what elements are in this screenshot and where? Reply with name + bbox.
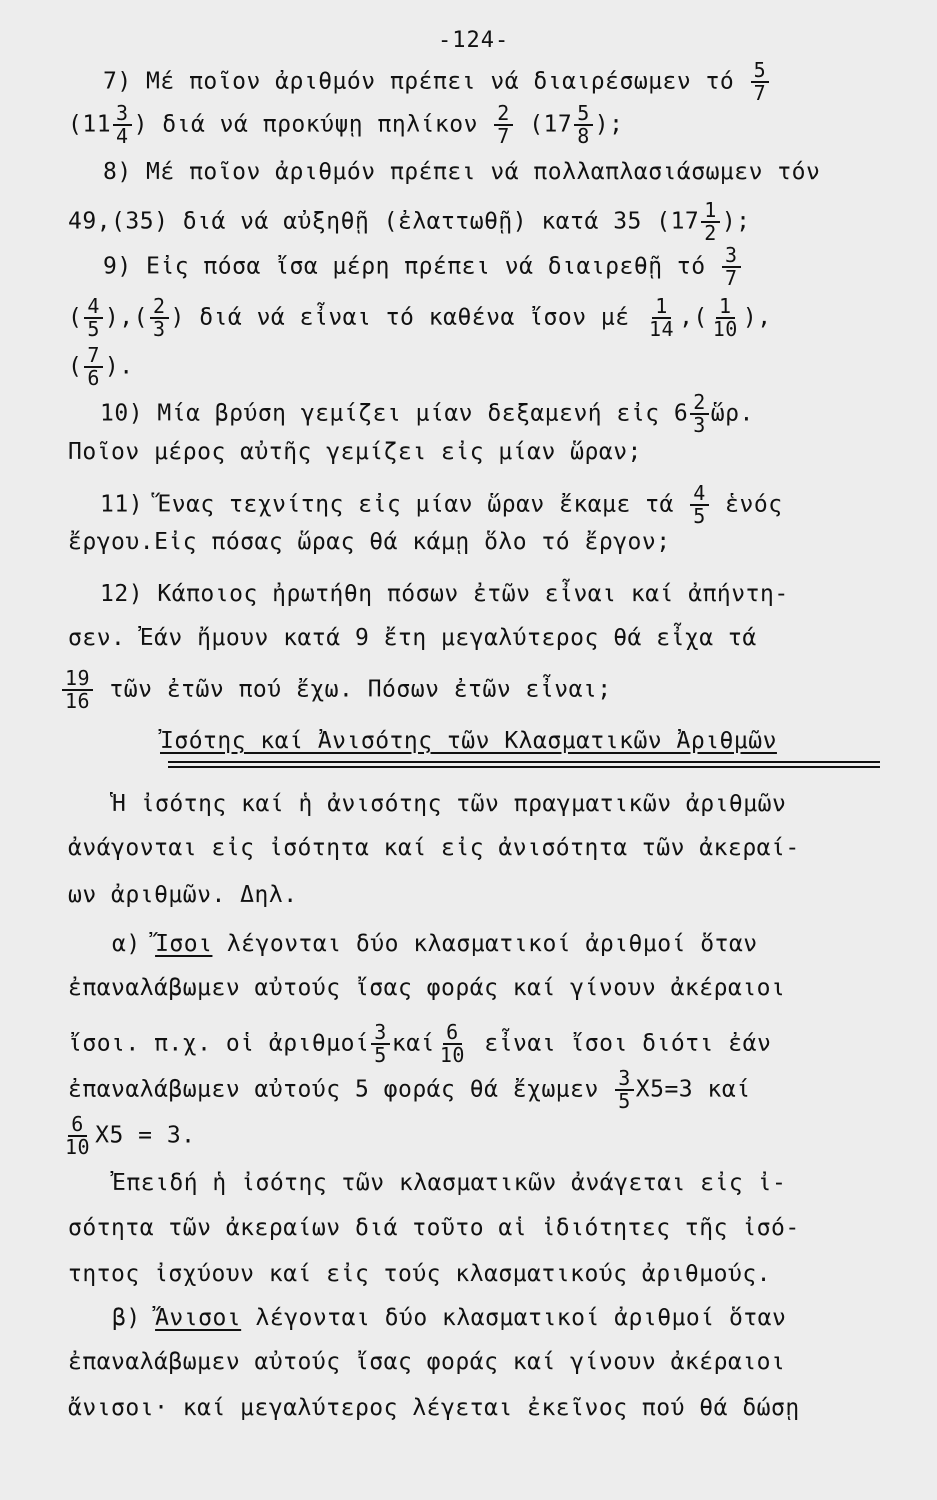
fraction [710, 296, 741, 340]
text-run: λέγονται δύο κλασματικοί ἀριθμοί ὅταν [226, 931, 758, 957]
problem-9-line-1 [103, 245, 743, 289]
body-line: τητος ἰσχύουν καί εἰς τούς κλασματικούς ἀριθμούς. [68, 1261, 772, 1287]
fraction [751, 60, 770, 104]
body-line: ἄνισοι· καί μεγαλύτερος λέγεται ἐκεῖνος πού θά δώσῃ [68, 1395, 800, 1421]
text-run: λέγονται δύο κλασματικοί ἀριθμοί ὅταν [255, 1305, 787, 1331]
fraction [437, 1022, 468, 1066]
heading-double-rule [168, 761, 880, 763]
fraction-denominator: 4 [116, 124, 129, 148]
fraction-numerator: 2 [150, 296, 169, 319]
text-run: ἔργου.Εἰς πόσας ὥρας θά κάμῃ ὅλο τό ἔργον; [68, 529, 671, 555]
term-equal: Ἴσοι [155, 931, 213, 957]
text-run: ). [104, 353, 134, 380]
text-run: Χ5=3 καί [635, 1076, 751, 1103]
term-unequal: Ἄνισοι [155, 1305, 242, 1331]
text-run: ,( [679, 304, 708, 331]
fraction-numerator: 3 [113, 103, 132, 126]
fraction [574, 103, 593, 147]
fraction-numerator: 2 [494, 103, 513, 126]
problem-12-line-1 [100, 579, 789, 609]
text-run: σεν. Ἐάν ἤμουν κατά 9 ἔτη μεγαλύτερος θά εἶχα τά [68, 625, 757, 651]
problem-7-text: 7) Μέ ποῖον ἀριθμόν πρέπει νά διαιρέσωμεν τό [103, 68, 735, 95]
body-line: Ἐπειδή ἡ ἰσότης τῶν κλασματικῶν ἀνάγεται εἰς ἰ- [112, 1170, 787, 1196]
fraction [62, 668, 93, 712]
fraction-numerator: 5 [751, 60, 770, 83]
fraction-numerator: 1 [716, 296, 735, 319]
body-line: Ἡ ἰσότης καί ἡ ἀνισότης τῶν πραγματικῶν ἀριθμῶν [112, 791, 787, 817]
text-run: εἶναι ἴσοι διότι ἐάν [484, 1030, 772, 1057]
fraction-numerator: 4 [690, 483, 709, 506]
text-run: ἐπαναλάβωμεν αὐτούς 5 φοράς θά ἔχωμεν [68, 1076, 599, 1103]
text-run: (11 [68, 111, 112, 138]
text-run: Χ5 = 3. [95, 1122, 196, 1149]
fraction-numerator: 6 [68, 1114, 87, 1137]
fraction [84, 345, 103, 389]
text-run: 8) Μέ ποῖον ἀριθμόν πρέπει νά πολλαπλασιάσωμεν τόν [103, 159, 821, 185]
fraction-numerator: 2 [690, 392, 709, 415]
fraction-denominator: 2 [704, 221, 717, 245]
definition-equal-line-1 [112, 929, 758, 959]
problem-7-line-2 [68, 103, 624, 147]
fraction [690, 483, 709, 527]
text-run: τῶν ἐτῶν πού ἔχω. Πόσων ἐτῶν εἶναι; [109, 676, 612, 703]
text-run: (17 [529, 111, 573, 138]
text-run: ); [594, 111, 624, 138]
fraction-denominator: 10 [65, 1135, 91, 1159]
fraction-denominator: 14 [648, 317, 675, 341]
example-line-1 [68, 1022, 771, 1066]
fraction-numerator: 4 [84, 296, 103, 319]
text-run: 11) Ἕνας τεχνίτης εἰς μίαν ὥραν ἔκαμε τά [100, 491, 674, 518]
page-number: -124- [438, 28, 510, 53]
fraction [722, 245, 741, 289]
fraction-denominator: 7 [724, 266, 738, 290]
text-run: ἴσοι. π.χ. οἱ ἀριθμοί [68, 1030, 370, 1057]
fraction-numerator: 1 [652, 296, 671, 319]
fraction [150, 296, 169, 340]
fraction-denominator: 5 [693, 504, 706, 528]
fraction [615, 1068, 634, 1112]
fraction [113, 103, 132, 147]
example-line-2 [68, 1068, 751, 1112]
fraction-denominator: 3 [693, 413, 706, 437]
text-run: καί [391, 1030, 435, 1057]
text-run: 12) Κάποιος ἠρωτήθη πόσων ἐτῶν εἶναι καί ἀπήντη- [100, 581, 789, 607]
text-run: ),( [104, 304, 148, 331]
problem-9-line-2 [68, 296, 772, 340]
fraction-numerator: 1 [701, 200, 720, 223]
problem-8-line-1 [103, 157, 820, 187]
fraction [371, 1022, 390, 1066]
body-line: ων ἀριθμῶν. Δηλ. [68, 882, 298, 908]
body-line: ἀνάγονται εἰς ἰσότητα καί εἰς ἀνισότητα τῶν ἀκεραί- [68, 835, 800, 861]
fraction-numerator: 7 [84, 345, 103, 368]
text-run: β) [112, 1305, 141, 1331]
problem-9-line-3 [68, 345, 134, 389]
text-run: ( [68, 353, 83, 380]
fraction-numerator: 3 [615, 1068, 634, 1091]
problem-11-line-1 [100, 483, 783, 527]
section-heading: Ἰσότης καί Ἀνισότης τῶν Κλασματικῶν Ἀριθμῶν [160, 728, 777, 754]
fraction [701, 200, 720, 244]
text-run: ) διά νά εἶναι τό καθένα ἴσον μέ [170, 304, 630, 331]
text-run: ἑνός [725, 491, 783, 518]
problem-7-line-1 [103, 60, 771, 104]
fraction-denominator: 8 [577, 124, 590, 148]
text-run: 9) Εἰς πόσα ἴσα μέρη πρέπει νά διαιρεθῇ τό [103, 253, 706, 280]
fraction [494, 103, 513, 147]
fraction-denominator: 5 [374, 1043, 387, 1067]
fraction-numerator: 3 [722, 245, 741, 268]
fraction-numerator: 19 [62, 668, 93, 691]
fraction-denominator: 5 [618, 1089, 631, 1113]
definition-unequal-line-1 [112, 1303, 786, 1333]
fraction-denominator: 6 [87, 366, 100, 390]
fraction-numerator: 3 [371, 1022, 390, 1045]
fraction-denominator: 10 [712, 317, 738, 341]
fraction-denominator: 10 [439, 1043, 465, 1067]
text-run: ), [742, 304, 772, 331]
problem-10-line-2 [68, 437, 642, 467]
fraction-denominator: 7 [497, 124, 510, 148]
problem-12-line-2 [68, 623, 757, 653]
problem-8-line-2 [68, 200, 751, 244]
heading-double-rule [168, 766, 880, 768]
fraction [62, 1114, 93, 1158]
problem-11-line-2 [68, 527, 671, 557]
text-run: ) διά νά προκύψῃ πηλίκον [133, 111, 478, 138]
text-run: α) [112, 931, 141, 957]
fraction-denominator: 5 [87, 317, 100, 341]
fraction [84, 296, 103, 340]
body-line: ἐπαναλάβωμεν αὐτούς ἴσας φοράς καί γίνουν ἀκέραιοι [68, 1349, 786, 1375]
fraction-denominator: 3 [152, 317, 166, 341]
text-run: ὥρ. [710, 400, 754, 427]
problem-12-line-3 [60, 668, 612, 712]
fraction-numerator: 5 [574, 103, 593, 126]
text-run: 10) Μία βρύση γεμίζει μίαν δεξαμενή εἰς 6 [100, 400, 689, 427]
fraction-denominator: 7 [753, 81, 767, 105]
text-run: ( [68, 304, 83, 331]
text-run: 49,(35) διά νά αὐξηθῇ (ἐλαττωθῇ) κατά 35 (17 [68, 208, 700, 235]
fraction [690, 392, 709, 436]
text-run: ); [721, 208, 751, 235]
body-line: σότητα τῶν ἀκεραίων διά τοῦτο αἱ ἰδιότητες τῆς ἰσό- [68, 1215, 800, 1241]
text-run: Ποῖον μέρος αὐτῆς γεμίζει εἰς μίαν ὥραν; [68, 439, 642, 465]
fraction-denominator: 16 [65, 689, 91, 713]
fraction-numerator: 6 [443, 1022, 462, 1045]
problem-10-line-1 [100, 392, 754, 436]
fraction [646, 296, 677, 340]
body-line: ἐπαναλάβωμεν αὐτούς ἴσας φοράς καί γίνουν ἀκέραιοι [68, 975, 786, 1001]
example-line-3 [60, 1114, 196, 1158]
